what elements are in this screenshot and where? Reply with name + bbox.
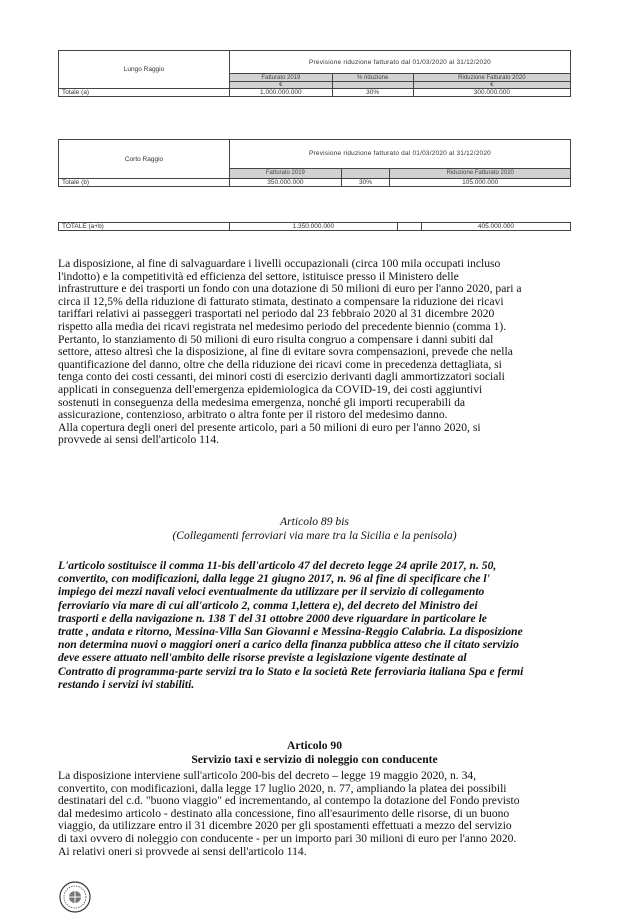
col-revenue-2019: Fatturato 2019 [230, 74, 333, 82]
col-revenue-reduction-2020: Riduzione Fatturato 2020 [413, 74, 570, 82]
short-range-revenue: 350.000.000 [230, 179, 342, 187]
article-89-body [58, 258, 571, 447]
text-line: di taxi ovvero di noleggio con conducente - per un importo pari 30 milioni di euro per l'anno 2020. [58, 831, 517, 845]
long-range-pct: 30% [332, 89, 413, 97]
text-line: deve essere attuato nell'ambito delle risorse previste a legislazione vigente destinate al [58, 651, 467, 665]
text-line: trasporti e della navigazione n. 138 T del 31 ottobre 2000 deve riguardare in particolare le [58, 611, 487, 625]
col-revenue-2019: Fatturato 2019 [230, 168, 342, 178]
col-reduction-pct [341, 168, 390, 178]
text-line: infrastrutture e dei trasporti un fondo con una dotazione di 50 milioni di euro per l'anno 2020, pari a [58, 282, 522, 296]
grand-total-reduction: 405.000.000 [421, 223, 570, 231]
text-line: rispetto alla media dei ricavi registrata nel medesimo periodo del precedente biennio (comma 1). [58, 319, 507, 333]
long-range-header: Previsione riduzione fatturato dal 01/03/2020 al 31/12/2020 [230, 51, 571, 74]
text-line: Ai relativi oneri si provvede ai sensi dell'articolo 114. [58, 844, 307, 858]
col-reduction-pct: % riduzione [332, 74, 413, 82]
short-range-pct: 30% [341, 179, 390, 187]
text-line: circa il 12,5% della riduzione di fatturato stimata, destinato a compensare la riduzione dei ricavi [58, 294, 504, 308]
text-line: destinatari del c.d. "buono viaggio" ed incrementando, al contempo la dotazione del Fondo previsto [58, 794, 520, 808]
article-90-subtitle: Servizio taxi e servizio di noleggio con conducente [191, 753, 438, 766]
short-range-header: Previsione riduzione fatturato dal 01/03/2020 al 31/12/2020 [230, 140, 571, 169]
text-line: provvede ai sensi dell'articolo 114. [58, 433, 220, 447]
article-89-bis-subtitle: (Collegamenti ferroviari via mare tra la Sicilia e la penisola) [172, 529, 457, 542]
long-range-reduction: 300.000.000 [413, 89, 570, 97]
short-range-label: Corto Raggio [59, 140, 230, 179]
article-90-body [58, 770, 571, 858]
currency-cell: € [413, 82, 570, 89]
long-range-total-label: Totale (a) [59, 89, 230, 97]
text-line: convertito, con modificazioni, dalla legge 17 luglio 2020, n. 77, ampliando la platea dei possibili [58, 781, 507, 795]
text-line: La disposizione, al fine di salvaguardare i livelli occupazionali (circa 100 mila occupati incluso [58, 257, 501, 270]
short-range-total-label: Totale (b) [59, 179, 230, 187]
text-line: tratte , andata e ritorno, Messina-Villa San Giovanni e Messina-Reggio Calabria. La disposizione [58, 625, 523, 639]
currency-cell: € [230, 82, 333, 89]
text-line: viaggio, da utilizzare entro il 31 dicembre 2020 per gli spostamenti effettuati a mezzo del servizio [58, 819, 512, 833]
article-89-bis-body [58, 559, 571, 691]
text-line: applicati in conseguenza dell'emergenza epidemiologica da COVID-19, dei costi aggiuntivi [58, 382, 483, 396]
long-range-table [58, 50, 571, 97]
text-line: ferroviario via mare di cui all'articolo 2, comma 1,lettera e), del decreto del Ministro dei [58, 598, 478, 612]
text-line: settore, atteso altresì che la disposizione, al fine di evitare sovra compensazioni, prevede che nella [58, 345, 513, 359]
text-line: L'articolo sostituisce il comma 11-bis dell'articolo 47 del decreto legge 24 aprile 2017, n. 50, [58, 559, 497, 572]
blank-cell [332, 82, 413, 89]
text-line: l'indotto) e la competitività ed efficienza del settore, istituisce presso il Ministero delle [58, 269, 459, 283]
grand-total-table [58, 222, 571, 231]
grand-total-pct [397, 223, 421, 231]
text-line: dal medesimo articolo - destinato alla concessione, fino all'esaurimento delle risorse, di un buono [58, 806, 510, 820]
article-90-title: Articolo 90 [286, 739, 343, 752]
text-line: tenga conto dei costi cessanti, dei minori costi di esercizio derivanti dagli ammortizzatori sociali [58, 370, 505, 384]
official-seal-icon [58, 880, 92, 914]
text-line: assicurazione, contenzioso, arbitrato o altra fonte per il ristoro del medesimo danno. [58, 408, 448, 422]
grand-total-revenue: 1.350.000.000 [230, 223, 398, 231]
short-range-reduction: 105.000.000 [390, 179, 571, 187]
text-line: La disposizione interviene sull'articolo 200-bis del decreto – legge 19 maggio 2020, n. 34, [58, 769, 477, 782]
short-range-table [58, 139, 571, 187]
text-line: Contratto di programma-parte servizi tra lo Stato e la società Rete ferroviaria italiana Spa e fermi [58, 664, 524, 678]
text-line: tariffari relativi ai passeggeri trasportati nel periodo dal 23 febbraio 2020 al 31 dicembre 2020 [58, 307, 495, 321]
text-line: non determina nuovi o maggiori oneri a carico della finanza pubblica atteso che il citato servizio [58, 638, 519, 652]
text-line: convertito, con modificazioni, dalla legge 21 giugno 2017, n. 96 al fine di specificare che l' [58, 572, 490, 586]
text-line: Alla copertura degli oneri del presente articolo, pari a 50 milioni di euro per l'anno 2020, si [58, 420, 481, 434]
text-line: Pertanto, lo stanziamento di 50 milioni di euro risulta congruo a compensare i danni subiti dal [58, 332, 494, 346]
article-89-bis-title: Articolo 89 bis [280, 515, 349, 528]
text-line: restando i servizi ivi stabiliti. [58, 677, 195, 691]
long-range-revenue: 1.000.000.000 [230, 89, 333, 97]
grand-total-label: TOTALE (a+b) [59, 223, 230, 231]
long-range-label: Lungo Raggio [59, 51, 230, 89]
text-line: quantificazione del danno, oltre che della riduzione dei ricavi come in precedenza dettagliata, si [58, 357, 502, 371]
text-line: sostenuti in conseguenza della medesima emergenza, nonché gli importi recuperabili da [58, 395, 466, 409]
text-line: impiego dei mezzi navali veloci eventualmente da utilizzare per il servizio di collegamento [58, 585, 485, 599]
col-revenue-reduction-2020: Riduzione Fatturato 2020 [390, 168, 571, 178]
